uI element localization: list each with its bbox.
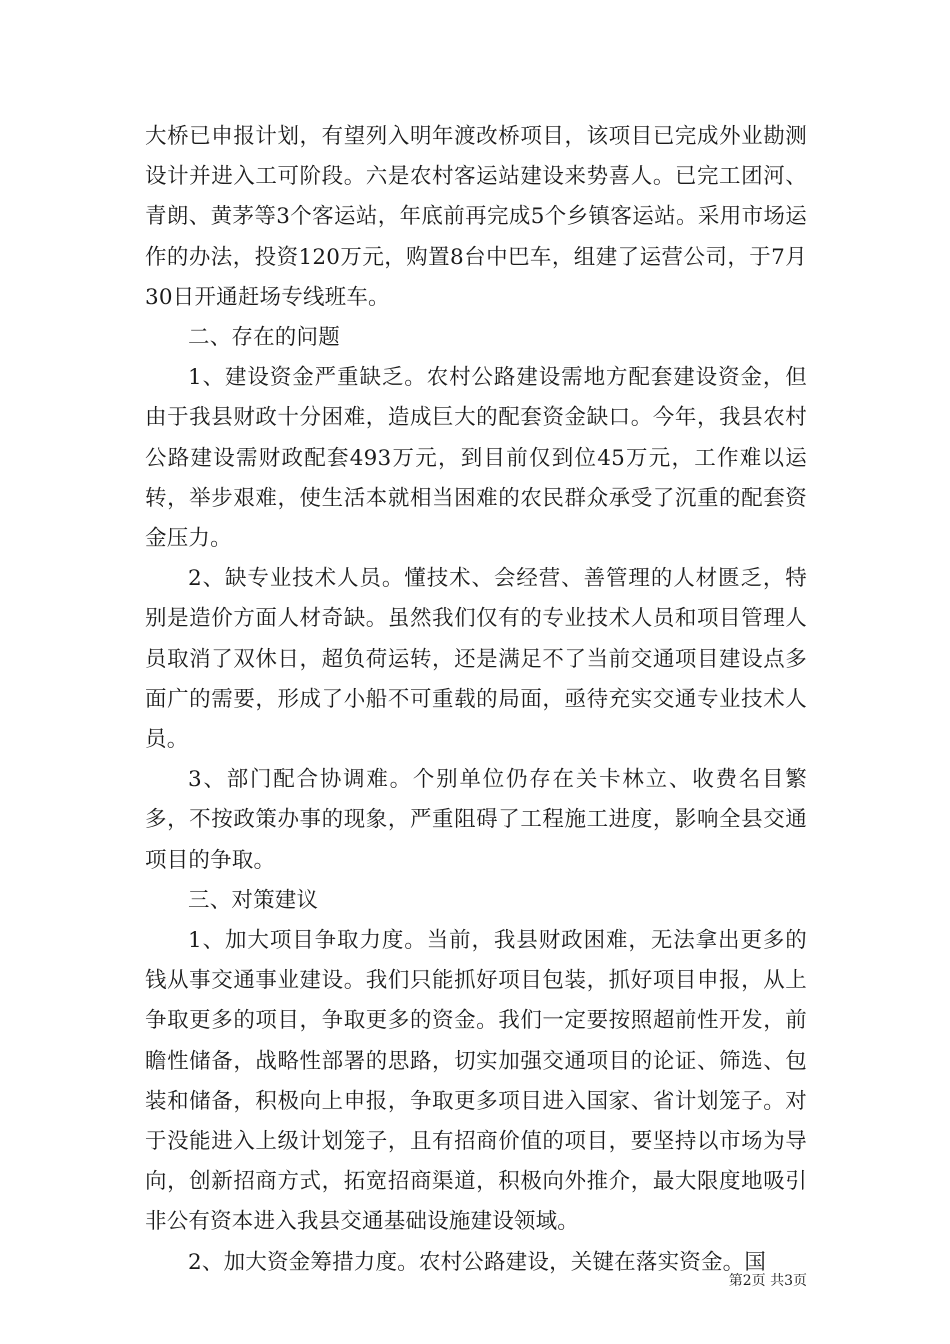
section-heading-problems: 二、存在的问题 [188, 325, 340, 351]
paragraph-funding-strategy: 2、加大资金筹措力度。农村公路建设，关键在落实资金。国 [188, 1249, 767, 1275]
paragraph-continuation: 大桥已申报计划，有望列入明年渡改桥项目，该项目已完成外业勘测设计并进入工可阶段。六是农村客运站建设来势喜人。已完工团河、青朗、黄茅等3个客运站，年底前再完成5个乡镇客运站。采用市场运作的办法，投资120万元，购置8台中巴车，组建了运营公司，于7月30日开通赶场专线班车。 [145, 124, 807, 310]
document-body [145, 117, 807, 1283]
paragraph-project-strategy: 1、加大项目争取力度。当前，我县财政困难，无法拿出更多的钱从事交通事业建设。我们只能抓好项目包装，抓好项目申报，从上争取更多的项目，争取更多的资金。我们一定要按照超前性开发，前瞻性储备，战略性部署的思路，切实加强交通项目的论证、筛选、包装和储备，积极向上申报，争取更多项目进入国家、省计划笼子。对于没能进入上级计划笼子，且有招商价值的项目，要坚持以市场为导向，创新招商方式，拓宽招商渠道，积极向外推介，最大限度地吸引非公有资本进入我县交通基础设施建设领域。 [145, 928, 807, 1235]
paragraph-lack-of-technicians: 2、缺专业技术人员。懂技术、会经营、善管理的人材匮乏，特别是造价方面人材奇缺。虽然我们仅有的专业技术人员和项目管理人员取消了双休日，超负荷运转，还是满足不了当前交通项目建设点多面广的需要，形成了小船不可重载的局面，亟待充实交通专业技术人员。 [145, 566, 807, 753]
section-heading-suggestions: 三、对策建议 [188, 887, 319, 913]
paragraph-funding-shortage: 1、建设资金严重缺乏。农村公路建设需地方配套建设资金，但由于我县财政十分困难，造成巨大的配套资金缺口。今年，我县农村公路建设需财政配套493万元，到目前仅到位45万元，工作难以运转，举步艰难，使生活本就相当困难的农民群众承受了沉重的配套资金压力。 [145, 365, 807, 552]
paragraph-coordination-difficulty: 3、部门配合协调难。个别单位仍存在关卡林立、收费名目繁多，不按政策办事的现象，严重阻碍了工程施工进度，影响全县交通项目的争取。 [145, 767, 807, 873]
page-number: 第2页 共3页 [728, 1273, 807, 1289]
